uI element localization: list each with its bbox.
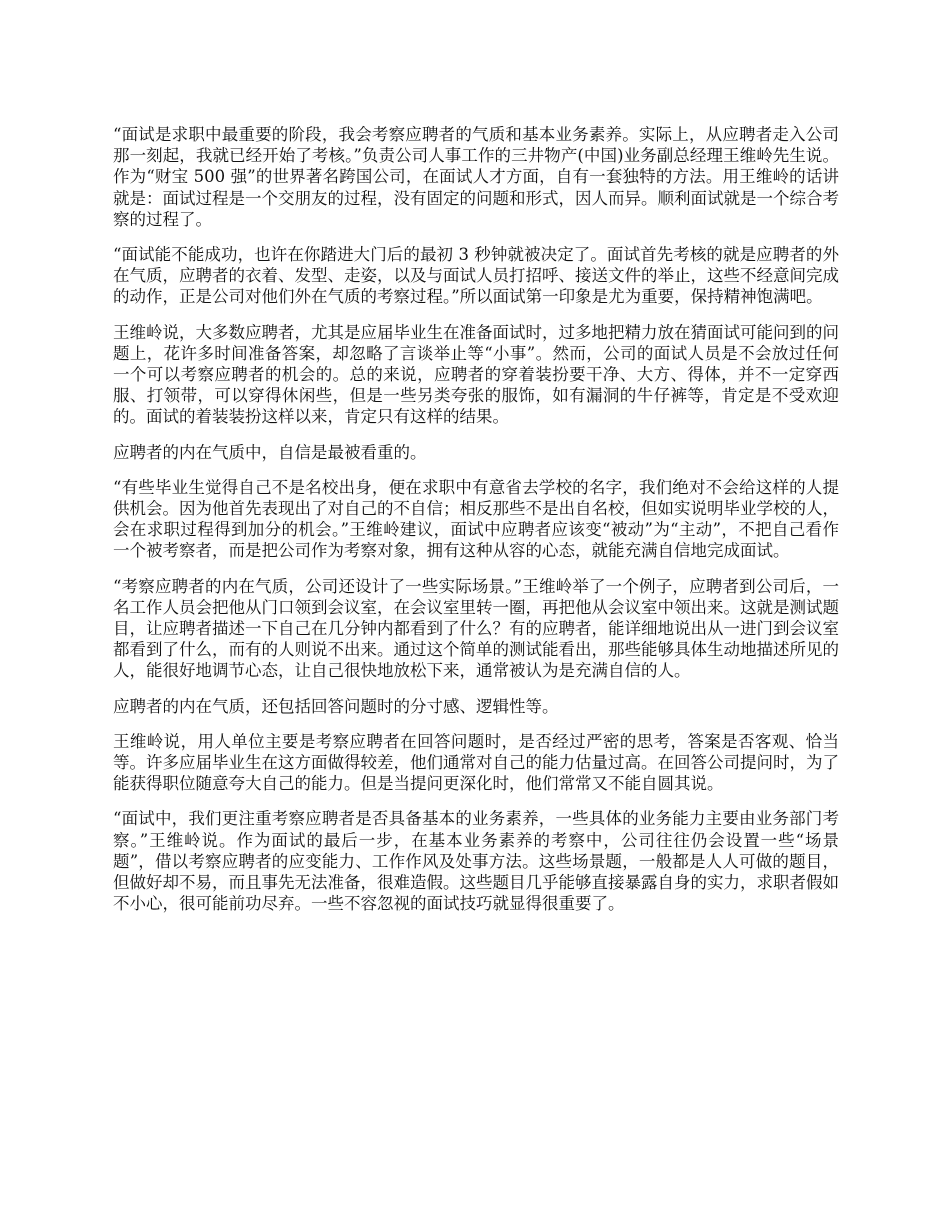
paragraph: 应聘者的内在气质中，自信是最被看重的。 [113, 442, 427, 462]
document-body [113, 124, 839, 929]
paragraph: “考察应聘者的内在气质，公司还设计了一些实际场景。”王维岭举了一个例子，应聘者到公司后，一名工作人员会把他从门口领到会议室，在会议室里转一圈，再把他从会议室中领出来。这就是测试题目，让应聘者描述一下自己在几分钟内都看到了什么？有的应聘者，能详细地说出从一进门到会议室都看到了什么，而有的人则说不出来。通过这个简单的测试能看出，那些能够具体生动地描述所见的人，能很好地调节心态，让自己很快地放松下来，通常被认为是充满自信的人。 [113, 576, 839, 681]
paragraph: “面试是求职中最重要的阶段，我会考察应聘者的气质和基本业务素养。实际上，从应聘者走入公司那一刻起，我就已经开始了考核。”负责公司人事工作的三井物产(中国)业务副总经理王维岭先生说。作为“财宝 500 强”的世界著名跨国公司，在面试人才方面，自有一套独特的方法。用王维岭的话讲就是：面试过程是一个交朋友的过程，没有固定的问题和形式，因人而异。顺利面试就是一个综合考察的过程了。 [113, 125, 839, 229]
paragraph: “面试能不能成功，也许在你踏进大门后的最初 3 秒钟就被决定了。面试首先考核的就是应聘者的外在气质，应聘者的衣着、发型、走姿，以及与面试人员打招呼、接送文件的举止，这些不经意间完成的动作，正是公司对他们外在气质的考察过程。”所以面试第一印象是尤为重要，保持精神饱满吧。 [113, 245, 839, 307]
paragraph: “有些毕业生觉得自己不是名校出身，便在求职中有意省去学校的名字，我们绝对不会给这样的人提供机会。因为他首先表现出了对自己的不自信；相反那些不是出自名校，但如实说明毕业学校的人，会在求职过程得到加分的机会。”王维岭建议，面试中应聘者应该变“被动”为“主动”，不把自己看作一个被考察者，而是把公司作为考察对象，拥有这种从容的心态，就能充满自信地完成面试。 [113, 477, 839, 561]
paragraph: “面试中，我们更注重考察应聘者是否具备基本的业务素养，一些具体的业务能力主要由业务部门考察。”王维岭说。作为面试的最后一步，在基本业务素养的考察中，公司往往仍会设置一些“场景题”，借以考察应聘者的应变能力、工作作风及处事方法。这些场景题，一般都是人人可做的题目，但做好却不易，而且事先无法准备，很难造假。这些题目几乎能够直接暴露自身的实力，求职者假如不小心，很可能前功尽弃。一些不容忽视的面试技巧就显得很重要了。 [113, 809, 839, 914]
paragraph: 王维岭说，大多数应聘者，尤其是应届毕业生在准备面试时，过多地把精力放在猜面试可能问到的问题上，花许多时间准备答案，却忽略了言谈举止等“小事”。然而，公司的面试人员是不会放过任何一个可以考察应聘者的机会的。总的来说，应聘者的穿着装扮要干净、大方、得体，并不一定穿西服、打领带，可以穿得休闲些，但是一些另类夸张的服饰，如有漏洞的牛仔裤等，肯定是不受欢迎的。面试的着装装扮这样以来，肯定只有这样的结果。 [113, 322, 839, 427]
paragraph: 王维岭说，用人单位主要是考察应聘者在回答问题时，是否经过严密的思考，答案是否客观、恰当等。许多应届毕业生在这方面做得较差，他们通常对自己的能力估量过高。在回答公司提问时，为了能获得职位随意夸大自己的能力。但是当提问更深化时，他们常常又不能自圆其说。 [113, 731, 839, 794]
paragraph: 应聘者的内在气质，还包括回答问题时的分寸感、逻辑性等。 [113, 696, 559, 716]
